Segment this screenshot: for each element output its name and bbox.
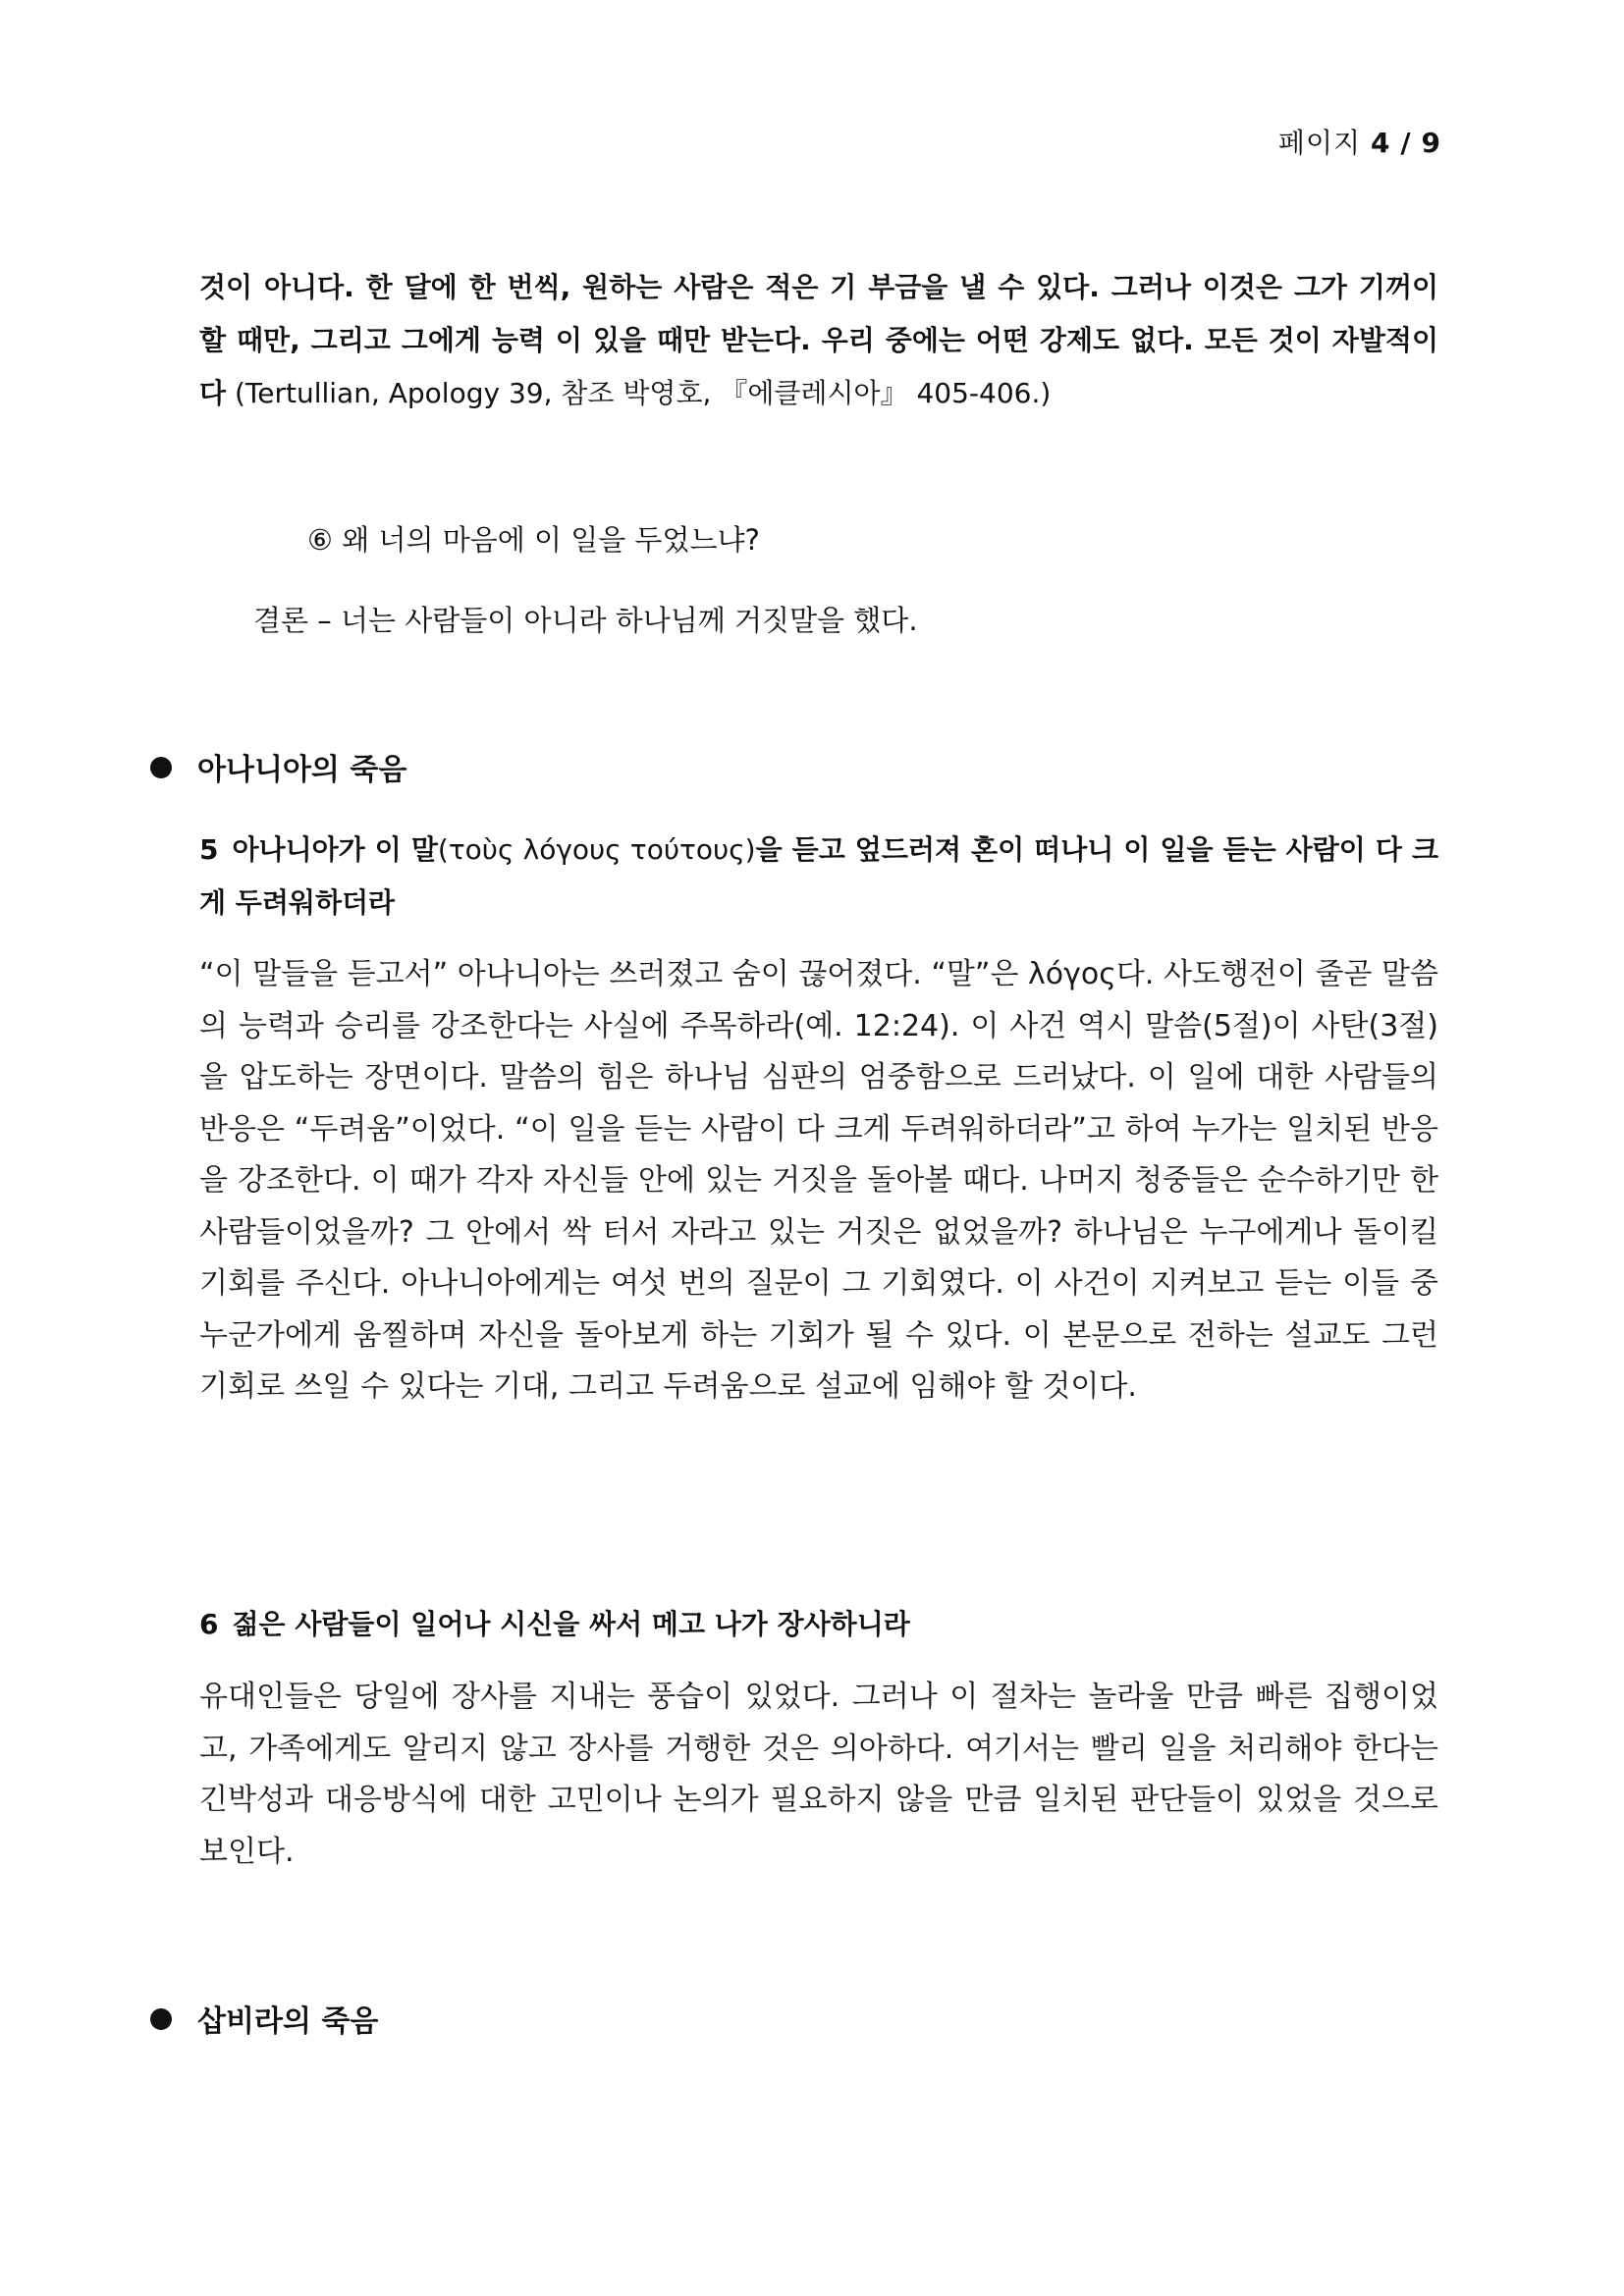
bullet-icon xyxy=(150,757,172,778)
commentary-verse-6: 유대인들은 당일에 장사를 지내는 풍습이 있었다. 그러나 이 절차는 놀라울 만큼 빠른 집행이었고, 가족에게도 알리지 않고 장사를 거행한 것은 의아하다. 여기서는 빨리 일을 처리해야 한다는 긴박성과 대응방식에 대한 고민이나 논의가 필요하지 않을 만큼 일치된 판단들이 있었을 것으로 보인다. xyxy=(199,1680,1438,1869)
verse-6-text: 젊은 사람들이 일어나 시신을 싸서 메고 나가 장사하니라 xyxy=(232,1608,910,1640)
intro-citation: (Tertullian, Apology 39, 참조 박영호, 『에클레시아』 405-406.) xyxy=(226,377,1052,409)
section-heading-ananias xyxy=(150,751,406,790)
verse-5-greek: (τοὺς λόγους τούτους) xyxy=(437,833,756,866)
page-separator: / xyxy=(1400,127,1412,159)
total-pages: 9 xyxy=(1421,127,1441,159)
section-title-ananias: 아나니아의 죽음 xyxy=(197,753,407,787)
section-heading-sapphira xyxy=(150,2002,378,2042)
commentary-verse-5: “이 말들을 듣고서” 아나니아는 쓰러졌고 숨이 끊어졌다. “말”은 λόγος다. 사도행전이 줄곧 말씀의 능력과 승리를 강조한다는 사실에 주목하라(예. 12:24). 이 사건 역시 말씀(5절)이 사탄(3절)을 압도하는 장면이다. 말씀의 힘은 하나님 심판의 엄중함으로 드러났다. 이 일에 대한 사람들의 반응은 “두려움”이었다. “이 일을 듣는 사람이 다 크게 두려워하더라”고 하여 누가는 일치된 반응을 강조한다. 이 때가 각자 자신들 안에 있는 거짓을 돌아볼 때다. 나머지 청중들은 순수하기만 한 사람들이었을까? 그 안에서 싹 터서 자라고 있는 거짓은 없었을까? 하나님은 누구에게나 돌이킬 기회를 주신다. 아나니아에게는 여섯 번의 질문이 그 기회였다. 이 사건이 지켜보고 듣는 이들 중 누군가에게 움찔하며 자신을 돌아보게 하는 기회가 될 수 있다. 이 본문으로 전하는 설교도 그런 기회로 쓰일 수 있다는 기대, 그리고 두려움으로 설교에 임해야 할 것이다. xyxy=(199,957,1438,1404)
bullet-icon xyxy=(150,2008,172,2030)
current-page-number: 4 xyxy=(1370,127,1391,159)
verse-5-text-after: 을 듣고 엎드러져 혼이 떠나니 이 일을 듣는 사람이 다 크게 두려워하더라 xyxy=(199,833,1438,919)
intro-quote-paragraph xyxy=(199,261,1438,420)
intro-quote-text: 것이 아니다. 한 달에 한 번씩, 원하는 사람은 적은 기 부금을 낼 수 있다. 그러나 이것은 그가 기꺼이 할 때만, 그리고 그에게 능력 이 있을 때만 받는다. 우리 중에는 어떤 강제도 없다. 모든 것이 자발적이다 xyxy=(199,271,1438,409)
verse-5 xyxy=(199,824,1438,930)
verse-5-text-before: 아나니아가 이 말 xyxy=(232,833,438,866)
point-six: ⑥ 왜 너의 마음에 이 일을 두었느냐? xyxy=(307,523,760,557)
page-number-header xyxy=(1278,122,1441,161)
conclusion-line: 결론 – 너는 사람들이 아니라 하나님께 거짓말을 했다. xyxy=(253,604,918,637)
section-title-sapphira: 삽비라의 죽음 xyxy=(197,2004,379,2039)
verse-6 xyxy=(199,1598,1438,1651)
verse-5-number: 5 xyxy=(199,833,219,866)
page-label: 페이지 xyxy=(1277,127,1362,159)
verse-6-number: 6 xyxy=(199,1608,219,1640)
